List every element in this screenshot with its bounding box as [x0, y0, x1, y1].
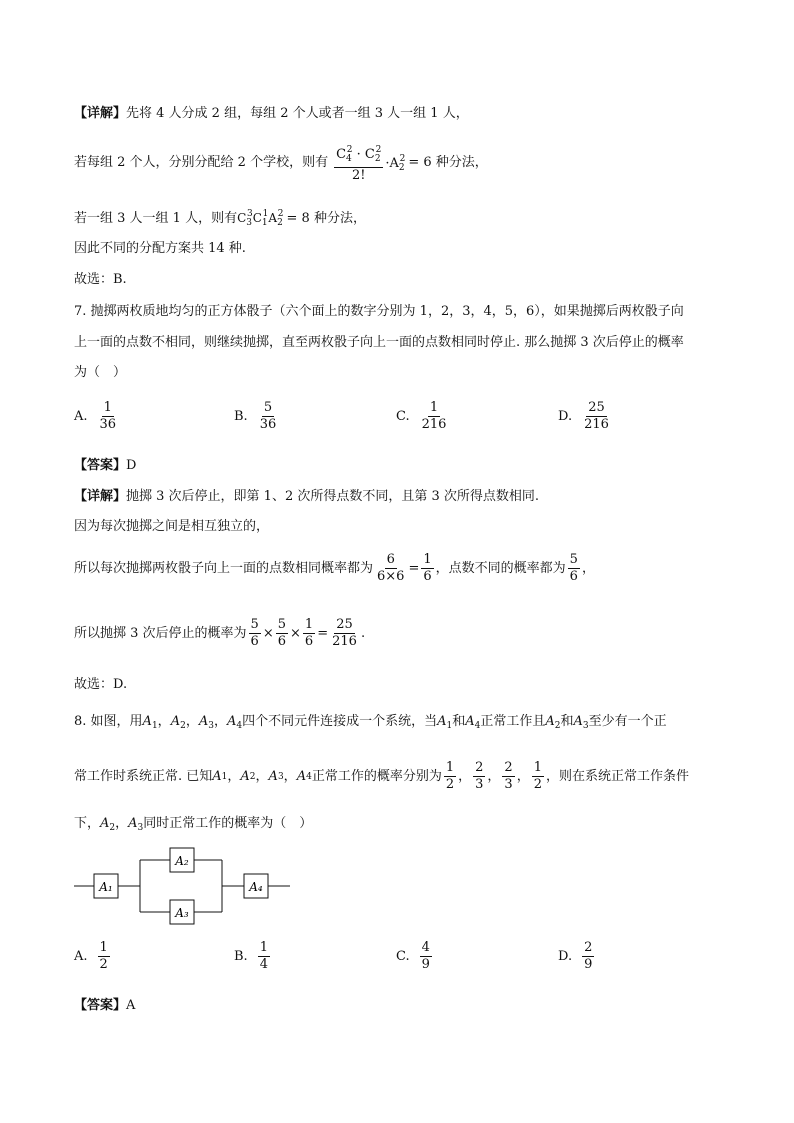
times: ×: [290, 625, 301, 641]
q7-option-b[interactable]: [234, 400, 280, 433]
q7-detail-2: 因为每次抛掷之间是相互独立的，: [74, 519, 270, 534]
option-fraction: $\frac{1}{2}$: [99, 940, 108, 972]
q7-stem-1: 7. 抛掷两枚质地均匀的正方体骰子（六个面上的数字分别为 1，2，3，4，5，6），如果抛掷后两枚骰子向: [74, 304, 684, 319]
detail3-text-b: ，点数不同的概率都为: [435, 560, 566, 576]
option-label: D.: [558, 409, 573, 424]
detail-head: 【详解】: [74, 106, 127, 121]
diagram-label-a1: A₁: [99, 880, 113, 894]
q7-stem-2: 上一面的点数不相同，则继续抛掷，直至两枚骰子向上一面的点数相同时停止. 那么抛掷 3 次后停止的概率: [74, 335, 684, 350]
answer-value: A: [126, 998, 136, 1013]
option-fraction: $\frac{1}{216}$: [421, 400, 447, 432]
fraction: $\frac{1}{6}$: [304, 617, 314, 649]
q7-detail-4: [74, 617, 365, 650]
q7-detail-3: [74, 552, 595, 585]
detail-line-4: 因此不同的分配方案共 14 种.: [74, 241, 246, 256]
q7-stem-3: 为（ ）: [74, 365, 127, 380]
prob-a3: $\frac{2}{3}$: [504, 760, 513, 792]
line2-text: 若每组 2 个人，分别分配给 2 个学校，则有: [74, 155, 329, 170]
diagram-label-a2: A₂: [175, 854, 189, 868]
period: .: [360, 625, 366, 641]
option-label: C.: [396, 409, 410, 424]
detail-select: 故选：B.: [74, 272, 127, 287]
detail-line-3: [74, 204, 366, 233]
fraction-one-sixth: $\frac{1}{6}$: [423, 552, 432, 584]
comma: ，: [581, 560, 595, 576]
answer-value: D: [126, 458, 137, 473]
q8-option-a[interactable]: [74, 940, 112, 973]
q7-detail-1: [74, 487, 539, 507]
answer-head: 【答案】: [74, 998, 127, 1013]
line3-formula: $C_3^3C_1^1A_2^2$: [237, 209, 284, 228]
option-label: C.: [396, 949, 410, 964]
option-fraction: $\frac{2}{9}$: [584, 940, 593, 972]
option-fraction: $\frac{1}{4}$: [259, 940, 268, 972]
detail-head: 【详解】: [74, 489, 127, 504]
line3-result: = 8 种分法，: [286, 211, 366, 226]
detail-line-1: [74, 104, 469, 124]
q8-option-b[interactable]: [234, 940, 272, 973]
q7-answer: [74, 456, 136, 476]
line2-arrangement: $\cdot A_2^2$: [385, 153, 406, 173]
prob-a2: $\frac{2}{3}$: [475, 760, 484, 792]
fraction: $\frac{5}{6}$: [250, 617, 259, 649]
q8-stem-1: 8. 如图，用$A_1$，$A_2$，$A_3$，$A_4$四个不同元件连接成一个系统，当$A_1$和$A_4$正常工作且$A_2$和$A_3$至少有一个正: [74, 714, 667, 731]
q8-option-c[interactable]: [396, 940, 434, 973]
option-label: A.: [74, 949, 88, 964]
detail-line-2: [74, 142, 488, 184]
q8-option-d[interactable]: [558, 940, 596, 973]
detail3-text: 所以每次抛掷两枚骰子向上一面的点数相同概率都为: [74, 560, 374, 576]
q8-answer: [74, 996, 135, 1016]
fraction-same: $\frac{6}{6\times 6}$: [377, 552, 405, 584]
q7-option-a[interactable]: [74, 400, 120, 433]
option-fraction: $\frac{5}{36}$: [259, 400, 277, 432]
fraction-result: $\frac{25}{216}$: [332, 617, 357, 649]
option-fraction: $\frac{1}{36}$: [99, 400, 117, 432]
q7-option-c[interactable]: [396, 400, 450, 433]
option-label: A.: [74, 409, 88, 424]
option-label: B.: [234, 949, 248, 964]
prob-a4: $\frac{1}{2}$: [533, 760, 542, 792]
detail-text: 先将 4 人分成 2 组，每组 2 个人或者一组 3 人一组 1 人，: [126, 106, 469, 121]
equals: =: [408, 560, 420, 576]
detail4-text: 所以抛掷 3 次后停止的概率为: [74, 625, 247, 641]
line3-text: 若一组 3 人一组 1 人，则有: [74, 211, 238, 226]
q7-option-d[interactable]: [558, 400, 613, 433]
q8-stem-2: 常工作时系统正常. 已知 A 1 ， A 2 ， A 3 ， A 4 正常工作的概率分别为 $\frac{1}{2}$ ， $\frac{2}{3}$ ， $\frac{2}{3}$ ， $\frac{1}{2}$ ，则在系统正常工作条件: [74, 760, 690, 792]
option-label: B.: [234, 409, 248, 424]
diagram-label-a4: A₄: [249, 880, 263, 894]
diagram-label-a3: A₃: [175, 906, 189, 920]
fraction: $\frac{5}{6}$: [277, 617, 287, 649]
equals: =: [317, 625, 329, 641]
prob-a1: $\frac{1}{2}$: [445, 760, 455, 792]
answer-head: 【答案】: [74, 458, 127, 473]
line2-result: = 6 种分法，: [408, 155, 488, 170]
option-label: D.: [558, 949, 573, 964]
option-fraction: $\frac{25}{216}$: [584, 400, 609, 432]
fraction-five-sixths: $\frac{5}{6}$: [569, 552, 578, 584]
times: ×: [262, 625, 274, 641]
circuit-diagram: [74, 846, 294, 928]
detail-text: 抛掷 3 次后停止，即第 1、2 次所得点数不同，且第 3 次所得点数相同.: [126, 489, 540, 504]
q8-stem-3: 下，$A_2$，$A_3$同时正常工作的概率为（ ）: [74, 816, 313, 833]
line2-fraction: $\frac{C_4^2 \cdot C_2^2}{2!}$: [334, 142, 383, 184]
q7-select: 故选：D.: [74, 677, 128, 692]
option-fraction: $\frac{4}{9}$: [421, 940, 430, 972]
